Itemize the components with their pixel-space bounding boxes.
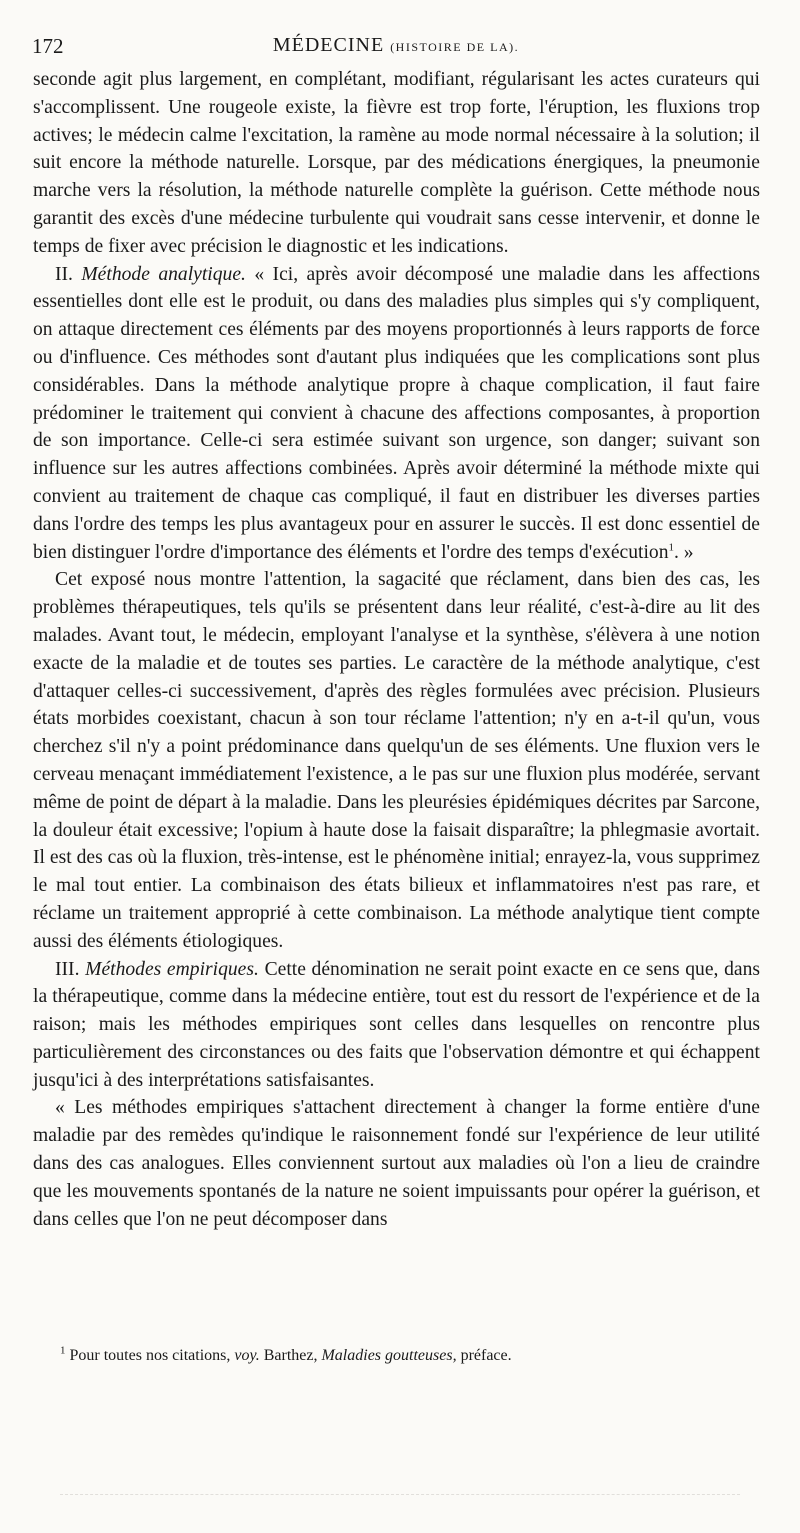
footnote-reference[interactable]: 1: [668, 541, 674, 554]
page-bottom-marks: [60, 1494, 740, 1501]
running-title-main: MÉDECINE: [272, 34, 385, 56]
quote-end: . »: [674, 541, 694, 563]
footnote-work: Maladies goutteuses,: [321, 1347, 457, 1364]
running-title-sub: (HISTOIRE DE LA).: [390, 40, 520, 54]
section-3-title: Méthodes empiriques.: [85, 958, 259, 980]
footnote: [60, 1346, 760, 1366]
paragraph-1: seconde agit plus largement, en complétant, modifiant, régularisant les actes curateurs qui s'accomplissent. Une rougeole existe, la fièvre est trop forte, l'éruption, les fluxions trop actives; le médecin calme l'excitation, la ramène au mode normal nécessaire à la solution; il suit encore la méthode naturelle. Lorsque, par des médications énergiques, la pneumonie marche vers la résolution, la méthode naturelle complète la guérison. Cette méthode nous garantit des excès d'une médecine turbulente qui voudrait sans cesse intervenir, et donne le temps de fixer avec précision le diagnostic et les indications.: [33, 69, 760, 257]
paragraph-2: [33, 261, 760, 567]
running-title: [32, 34, 760, 57]
page-number: 172: [32, 34, 64, 58]
paragraph-5: « Les méthodes empiriques s'attachent directement à changer la forme entière d'une maladie par des remèdes qu'indique le raisonnement fondé sur l'expérience de leur utilité dans des cas analogues. Elles conviennent surtout aux maladies où l'on a lieu de craindre que les mouvements spontanés de la nature ne soient impuissants pour opérer la guérison, et dans celles que l'on ne peut décomposer dans: [33, 1097, 760, 1230]
footnote-author: Barthez,: [263, 1347, 318, 1364]
paragraph-3: Cet exposé nous montre l'attention, la sagacité que réclament, dans bien des cas, les problèmes thérapeutiques, tels qu'ils se présentent dans leur réalité, c'est-à-dire au lit des malades. Avant tout, le médecin, employant l'analyse et la synthèse, s'élèvera à une notion exacte de la maladie et de toutes ses parties. Le caractère de la méthode analytique, c'est d'attaquer celles-ci successivement, d'après des règles formulées avec précision. Plusieurs états morbides coexistant, chacun à son tour réclame l'attention; n'y en a-t-il qu'un, vous cherchez s'il n'y a point prédominance dans quelqu'un de ses éléments. Une fluxion vers le cerveau menaçant immédiatement l'existence, a le pas sur une fluxion plus modérée, servant même de point de départ à la maladie. Dans les pleurésies épidémiques décrites par Sarcone, la douleur était excessive; l'opium à haute dose la faisait disparaître; la phlegmasie avortait. Il est des cas où la fluxion, très-intense, est le phénomène initial; enrayez-la, vous supprimez le mal tout entier. La combinaison des états bilieux et inflammatoires n'est pas rare, et réclame un traitement approprié à cette combinaison. La méthode analytique tient compte aussi des éléments étiologiques.: [33, 569, 760, 952]
footnote-text-before: Pour toutes nos citations,: [69, 1347, 231, 1364]
section-2-quote: « Ici, après avoir décomposé une maladie dans les affections essentielles dont elle est le produit, ou dans des maladies plus simples qui s'y compliquent, on attaque directement ces éléments par des moyens proportionnés à leurs rapports de force ou d'influence. Ces méthodes sont d'autant plus indiquées que les complications sont plus considérables. Dans la méthode analytique propre à chaque complication, il faut faire prédominer le traitement qui convient à chacune des affections composantes, à proportion de son importance. Celle-ci sera estimée suivant son urgence, son danger; suivant son influence sur les autres affections combinées. Après avoir déterminé la méthode mixte qui convient au traitement de chaque cas compliqué, il faut en distribuer les diverses parties dans l'ordre des temps les plus avantageux pour en assurer le succès. Il est donc essentiel de bien distinguer l'ordre d'importance des éléments et l'ordre des temps d'exécution: [33, 263, 760, 563]
section-3-number: III.: [55, 958, 80, 980]
section-3-text: Cette dénomination ne serait point exacte en ce sens que, dans la thérapeutique, comme dans la médecine entière, tout est du ressort de l'expérience et de la raison; mais les méthodes empiriques sont celles dans lesquelles on rencontre plus particulièrement des circonstances ou des faits que l'observation démontre et qui échappent jusqu'ici à des interprétations satisfaisantes.: [33, 958, 760, 1091]
footnote-text-after: préface.: [460, 1347, 512, 1364]
section-2-title: Méthode analytique.: [81, 263, 246, 285]
paragraph-4: [33, 956, 760, 1095]
body-text: [33, 66, 760, 1233]
running-header: [32, 34, 760, 58]
footnote-marker: 1: [60, 1344, 66, 1357]
section-2-number: II.: [55, 263, 73, 285]
footnote-voy: voy.: [234, 1347, 260, 1364]
